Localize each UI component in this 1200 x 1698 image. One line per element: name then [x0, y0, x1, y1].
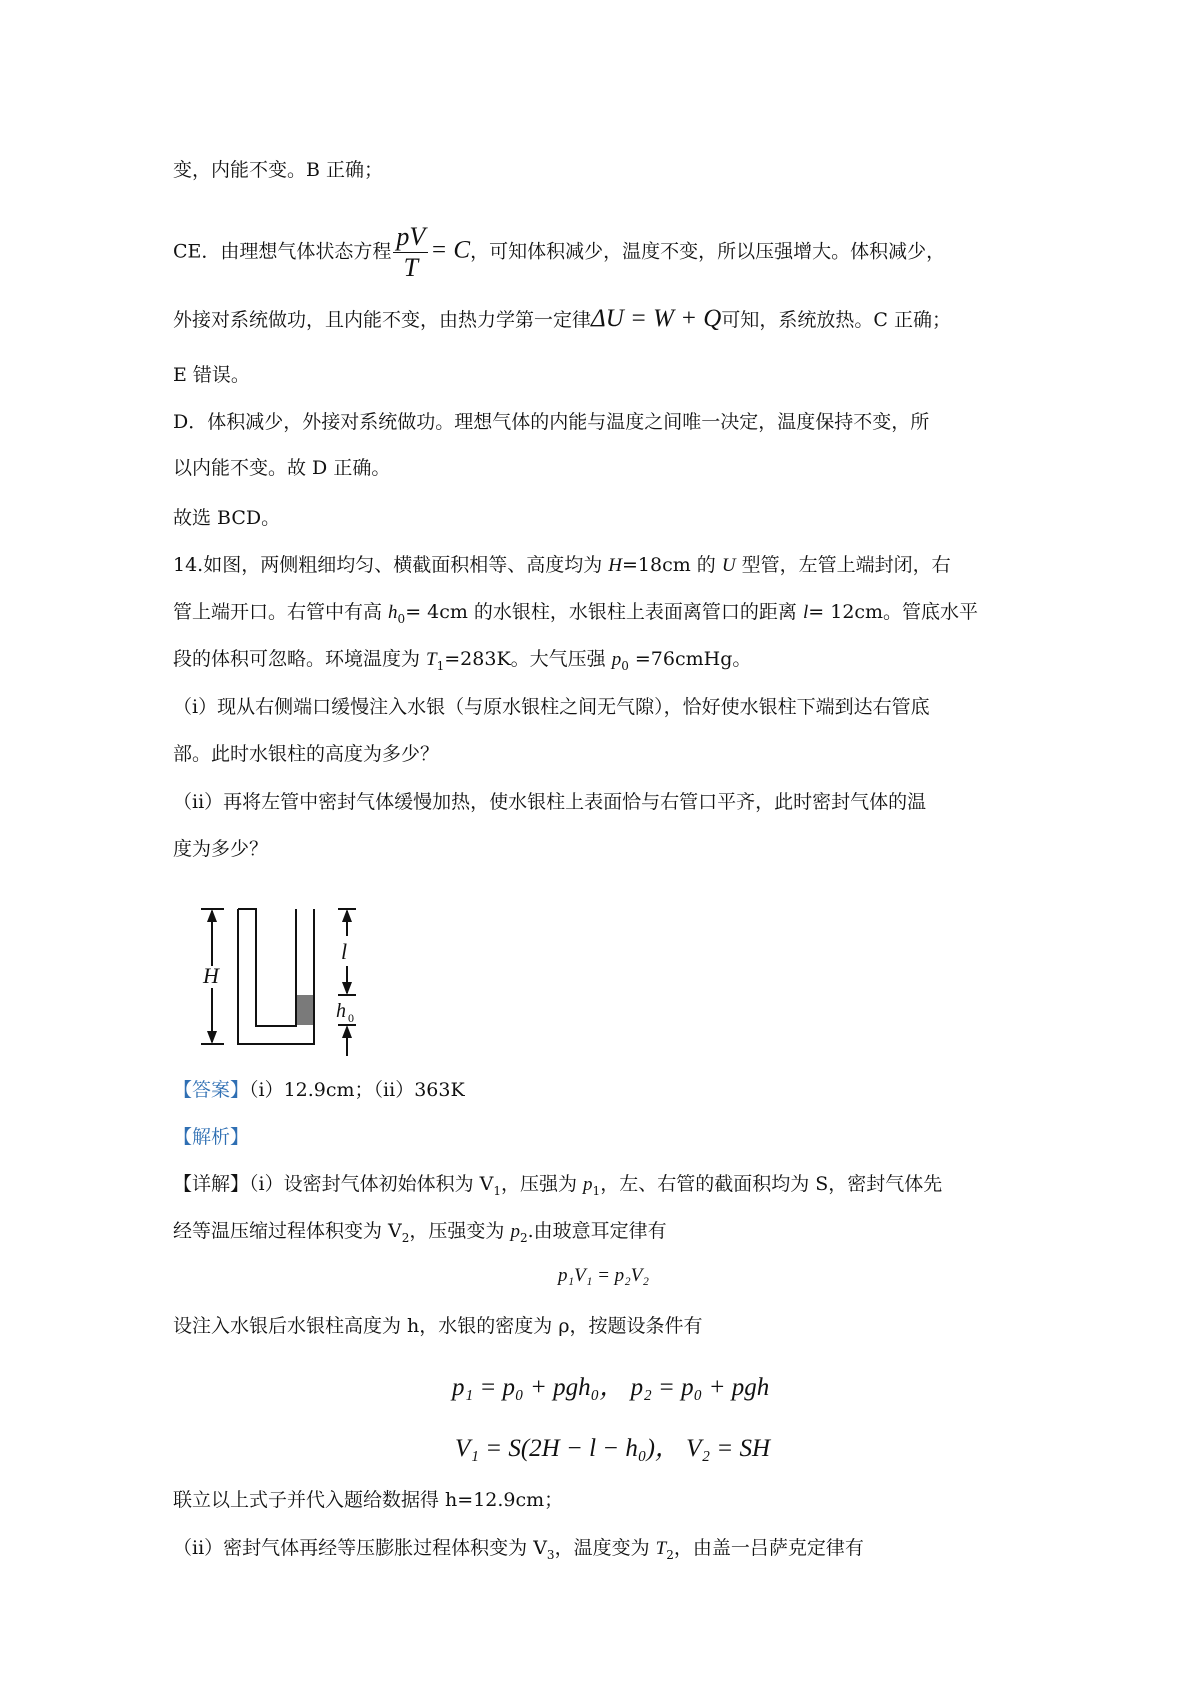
question-14-part-ii: （ii）再将左管中密封气体缓慢加热，使水银柱上表面恰与右管口平齐，此时密封气体的温 — [173, 791, 927, 813]
text-segment: 管上端开口。右管中有高 — [173, 601, 389, 623]
answer-tag: 【答案】 — [173, 1079, 250, 1101]
text-segment: ，由盖一吕萨克定律有 — [673, 1537, 864, 1559]
text-segment: =283K。大气压强 — [444, 648, 612, 670]
subscript: 0 — [397, 611, 406, 626]
text-segment: 14.如图，两侧粗细均匀、横截面积相等、高度均为 — [173, 554, 609, 576]
var-H: H — [608, 555, 622, 576]
analysis-tag: 【解析】 — [173, 1126, 250, 1148]
label-H: H — [203, 963, 219, 988]
var-h0: h — [388, 602, 398, 623]
text-line-first-law — [173, 306, 951, 333]
text-segment: =18cm 的 — [622, 554, 722, 576]
detail-line-1: 【详解】（i）设密封气体初始体积为 $V_1$，压强为 $p_1$，左、右管的截面积均为 S，密封气体先 — [173, 1173, 943, 1198]
fraction-denominator: T — [403, 253, 419, 282]
subscript: 0 — [621, 658, 629, 673]
text-line-state-equation — [173, 222, 945, 283]
text-segment: CE．由理想气体状态方程 — [173, 240, 392, 263]
text-segment: （ii）密封气体再经等压膨胀过程体积变为 V — [173, 1537, 547, 1559]
detail-tag: 【详解】 — [173, 1173, 250, 1195]
var-U: U — [721, 555, 736, 576]
question-14-part-i-cont: 部。此时水银柱的高度为多少？ — [173, 743, 440, 765]
analysis-line — [173, 1124, 249, 1150]
text-segment: = 4cm 的水银柱，水银柱上表面离管口的距离 — [405, 601, 803, 623]
var-l: l — [802, 602, 809, 623]
detail-line-5: （ii）密封气体再经等压膨胀过程体积变为 $V_3$，温度变为 $T_2$，由盖一吕萨克定律有 — [173, 1537, 864, 1562]
fraction-pv-over-t — [393, 222, 428, 283]
text-segment: ，压强为 — [501, 1173, 584, 1195]
question-14-part-ii-cont: 度为多少？ — [173, 838, 269, 860]
text-segment: .由玻意耳定律有 — [527, 1220, 667, 1242]
detail-line-3: 设注入水银后水银柱高度为 h，水银的密度为 ρ，按题设条件有 — [173, 1315, 703, 1337]
text-segment: ，温度变为 — [554, 1537, 656, 1559]
subscript: 1 — [436, 658, 445, 673]
label-h0-sub: 0 — [348, 1011, 354, 1025]
text-segment: 经等温压缩过程体积变为 V — [173, 1220, 402, 1242]
equation-boyle: p₁V₁ = p₂V₂ — [558, 1265, 649, 1286]
question-14-line-2 — [173, 599, 978, 632]
answer-line — [173, 1077, 465, 1103]
fraction-numerator: pV — [393, 222, 428, 253]
question-14-line-3 — [173, 646, 751, 679]
text-line: 故选 BCD。 — [173, 507, 281, 529]
text-segment: 可知，系统放热。C 正确； — [721, 309, 951, 331]
text-segment: = 12cm。管底水平 — [808, 601, 979, 623]
text-line: 以内能不变。故 D 正确。 — [173, 457, 391, 479]
text-line: 变，内能不变。B 正确； — [173, 159, 384, 181]
label-h0: h — [336, 1000, 346, 1022]
text-segment: ，左、右管的截面积均为 S，密封气体先 — [600, 1173, 943, 1195]
text-segment: 外接对系统做功，且内能不变，由热力学第一定律 — [173, 309, 592, 331]
answer-text: （i）12.9cm；（ii）363K — [249, 1079, 465, 1101]
formula-first-law: ΔU = W + Q — [591, 305, 722, 332]
equation-pressures: p₁ = p₀ + pgh₀， p₂ = p₀ + pgh — [452, 1374, 770, 1401]
detail-line-2: 经等温压缩过程体积变为 $V_2$，压强变为 $p_2$.由玻意耳定律有 — [173, 1220, 667, 1245]
question-14-line-1 — [173, 552, 951, 579]
mercury-column — [297, 995, 313, 1025]
equation-volumes: V₁ = S(2H − l − h₀)， V₂ = SH — [455, 1435, 771, 1462]
text-segment: （i）设密封气体初始体积为 V — [249, 1173, 494, 1195]
text-segment: =76cmHg。 — [628, 648, 752, 670]
text-segment: 段的体积可忽略。环境温度为 — [173, 648, 427, 670]
equation-rhs: = C — [430, 236, 471, 264]
var-p0: p — [611, 649, 622, 670]
u-tube-figure — [190, 898, 370, 1058]
text-segment: ，可知体积减少，温度不变，所以压强增大。体积减少， — [470, 240, 946, 263]
text-line: E 错误。 — [173, 364, 250, 386]
label-l: l — [341, 939, 348, 964]
text-line: D．体积减少，外接对系统做功。理想气体的内能与温度之间唯一决定，温度保持不变，所 — [173, 411, 930, 433]
text-segment: ，压强变为 — [409, 1220, 511, 1242]
detail-line-4: 联立以上式子并代入题给数据得 h=12.9cm； — [173, 1489, 564, 1511]
var-T1: T — [426, 649, 437, 670]
text-segment: 型管，左管上端封闭，右 — [735, 554, 951, 576]
question-14-part-i: （i）现从右侧端口缓慢注入水银（与原水银柱之间无气隙），恰好使水银柱下端到达右管底 — [173, 696, 930, 718]
